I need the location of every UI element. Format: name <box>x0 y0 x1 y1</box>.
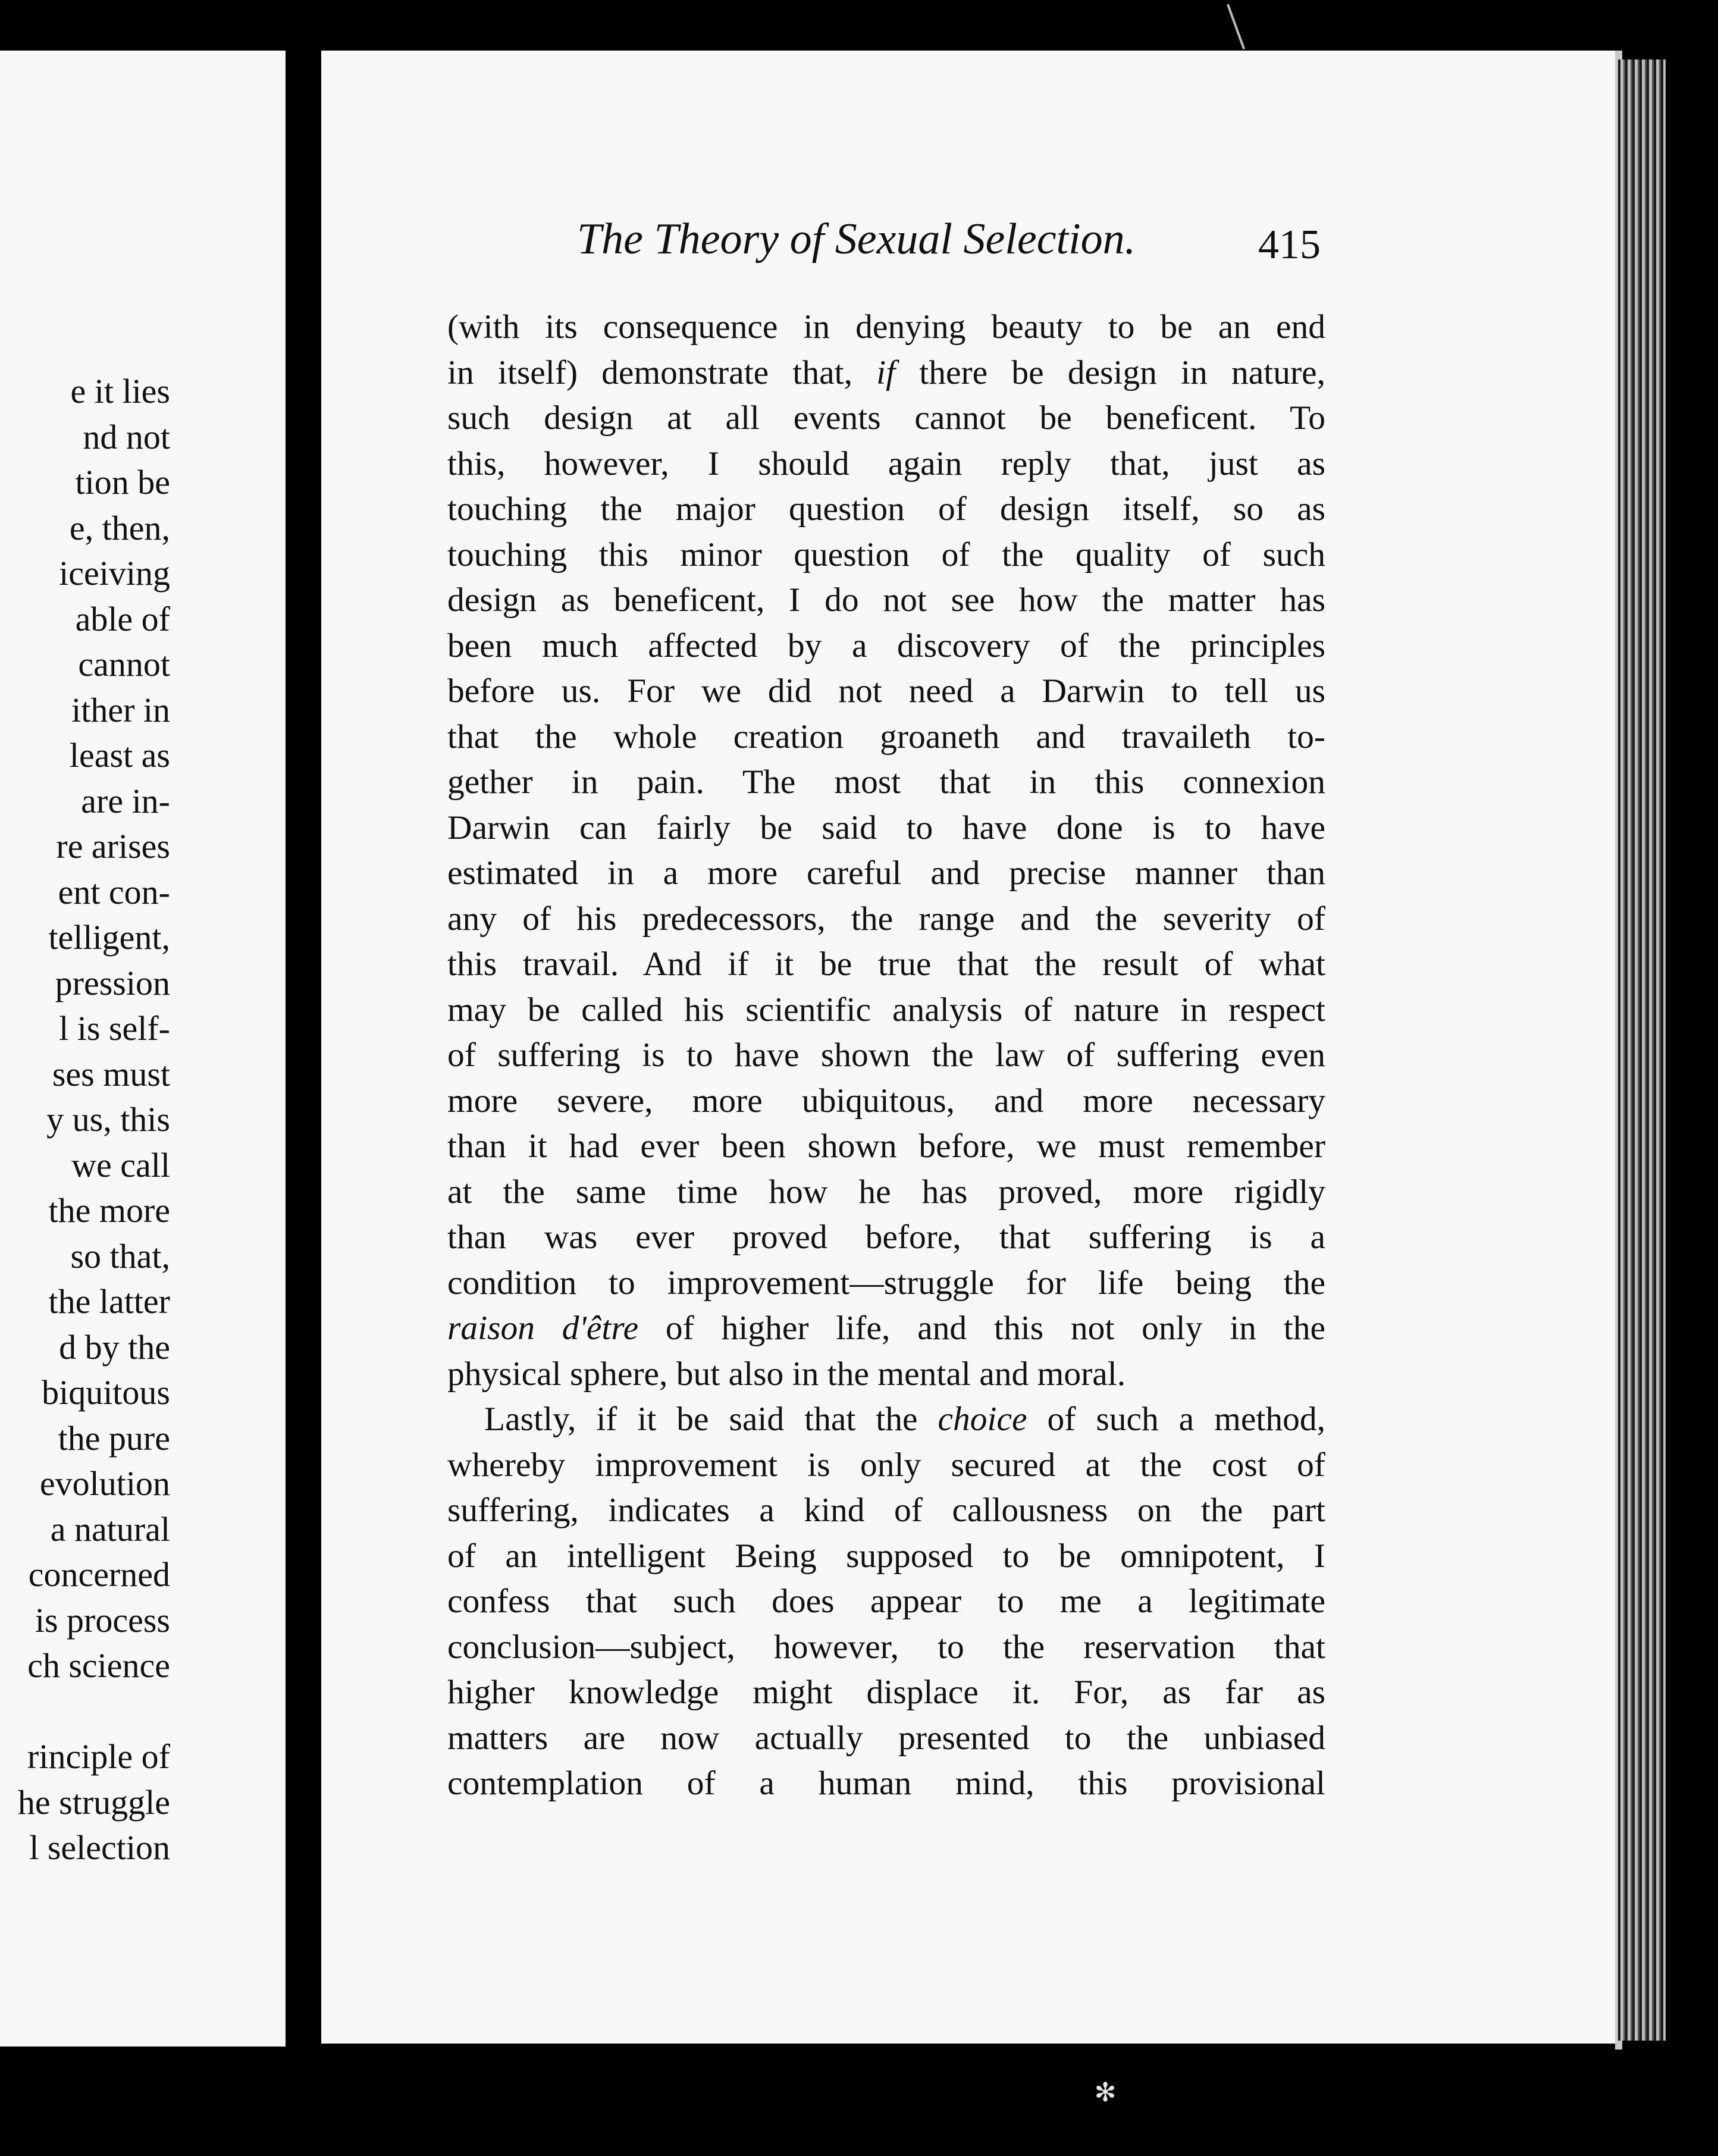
body-line <box>447 1397 1325 1443</box>
body-line-segment: Lastly, if it be said that the <box>484 1400 938 1438</box>
body-line: touching this minor question of the quality of such <box>447 535 1325 574</box>
body-line: than was ever proved before, that suffering is a <box>447 1218 1325 1256</box>
left-page-line: l is self- <box>59 1009 170 1048</box>
book-spine-gutter <box>286 48 321 2058</box>
body-line: gether in pain. The most that in this connexion <box>447 763 1325 801</box>
body-line: of an intelligent Being supposed to be omnipotent, I <box>447 1537 1325 1575</box>
left-page-line: able of <box>75 599 170 638</box>
body-line: such design at all events cannot be beneficent. To <box>447 399 1325 437</box>
italic-emphasis: choice <box>938 1400 1027 1438</box>
body-line-segment: of higher life, and this not only in the <box>638 1309 1325 1347</box>
left-page-line: y us, this <box>46 1100 170 1139</box>
left-page-line: so that, <box>70 1236 170 1276</box>
body-line: may be called his scientific analysis of nature in respect <box>447 991 1325 1029</box>
left-page-line: he struggle <box>17 1782 170 1822</box>
left-page-line: the more <box>48 1191 170 1230</box>
body-line: more severe, more ubiquitous, and more necessary <box>447 1082 1325 1120</box>
body-line: design as beneficent, I do not see how the matter has <box>447 581 1325 619</box>
left-page <box>0 51 309 2047</box>
body-line: before us. For we did not need a Darwin to tell us <box>447 672 1325 710</box>
body-line <box>447 1306 1325 1352</box>
left-page-line: least as <box>69 736 170 775</box>
body-line: Darwin can fairly be said to have done is to have <box>447 808 1325 847</box>
body-line: than it had ever been shown before, we must remember <box>447 1127 1325 1165</box>
left-page-line: we call <box>71 1145 170 1184</box>
italic-emphasis: if <box>876 353 896 391</box>
left-page-line: e, then, <box>69 508 170 547</box>
left-page-line: tion be <box>75 463 170 502</box>
left-page-line: e it lies <box>70 372 170 410</box>
page-block-edges <box>1618 59 1666 2041</box>
left-page-line: the latter <box>48 1282 170 1321</box>
left-page-text <box>0 369 170 1871</box>
body-line: matters are now actually presented to the unbiased <box>447 1719 1325 1757</box>
left-page-line: cannot <box>78 645 170 684</box>
left-page-line: d by the <box>59 1327 170 1367</box>
body-line: physical sphere, but also in the mental and moral. <box>447 1355 1126 1393</box>
left-page-line: biquitous <box>42 1373 170 1412</box>
body-line: that the whole creation groaneth and travaileth to- <box>447 717 1325 756</box>
left-page-line: is process <box>35 1600 170 1640</box>
left-page-line: telligent, <box>48 918 170 957</box>
page-number: 415 <box>1258 222 1321 268</box>
body-line: (with its consequence in denying beauty to be an end <box>447 308 1325 346</box>
left-page-line: are in- <box>81 781 170 820</box>
left-page-line: ent con- <box>58 872 170 911</box>
body-line: conclusion—subject, however, to the reservation that <box>447 1628 1325 1666</box>
left-page-line: a natural <box>50 1509 170 1549</box>
body-line: this, however, I should again reply that, just as <box>447 444 1325 482</box>
left-page-line: ither in <box>71 690 170 729</box>
body-line: whereby improvement is only secured at the cost of <box>447 1446 1325 1484</box>
body-line: condition to improvement—struggle for life being the <box>447 1264 1325 1302</box>
left-page-line: l selection <box>29 1828 170 1867</box>
left-page-line: evolution <box>39 1464 170 1503</box>
body-line: suffering, indicates a kind of callousness on the part <box>447 1491 1325 1529</box>
body-line: been much affected by a discovery of the principles <box>447 626 1325 665</box>
body-line <box>447 350 1325 396</box>
body-line: confess that such does appear to me a legitimate <box>447 1582 1325 1620</box>
body-text <box>447 305 1325 1807</box>
left-page-line: rinciple of <box>27 1737 170 1776</box>
left-page-line: ch science <box>27 1646 170 1685</box>
left-page-line <box>0 1689 170 1735</box>
body-line-segment: there be design in nature, <box>895 353 1325 391</box>
left-page-line: re arises <box>56 827 170 866</box>
left-page-line: pression <box>55 963 170 1002</box>
scan-blemish: ✻ <box>1094 2077 1117 2108</box>
left-page-line: nd not <box>83 417 170 456</box>
body-line: touching the major question of design itself, so as <box>447 490 1325 528</box>
body-line: higher knowledge might displace it. For, as far as <box>447 1674 1325 1711</box>
body-line: estimated in a more careful and precise manner than <box>447 854 1325 892</box>
italic-emphasis: raison d'être <box>447 1309 639 1347</box>
left-page-line: ses must <box>52 1054 170 1093</box>
running-head: The Theory of Sexual Selection. <box>577 215 1136 264</box>
body-line: any of his predecessors, the range and the severity of <box>447 900 1325 938</box>
body-line: this travail. And if it be true that the result of what <box>447 945 1325 983</box>
left-page-line: concerned <box>28 1555 170 1594</box>
body-line-segment: in itself) demonstrate that, <box>447 353 877 391</box>
body-line: contemplation of a human mind, this provisional <box>447 1765 1325 1802</box>
left-page-line: iceiving <box>59 554 170 593</box>
body-line: of suffering is to have shown the law of suffering even <box>447 1036 1325 1074</box>
left-page-line: the pure <box>58 1418 170 1458</box>
body-line-segment: of such a method, <box>1027 1400 1325 1438</box>
body-line: at the same time how he has proved, more rigidly <box>447 1173 1325 1211</box>
